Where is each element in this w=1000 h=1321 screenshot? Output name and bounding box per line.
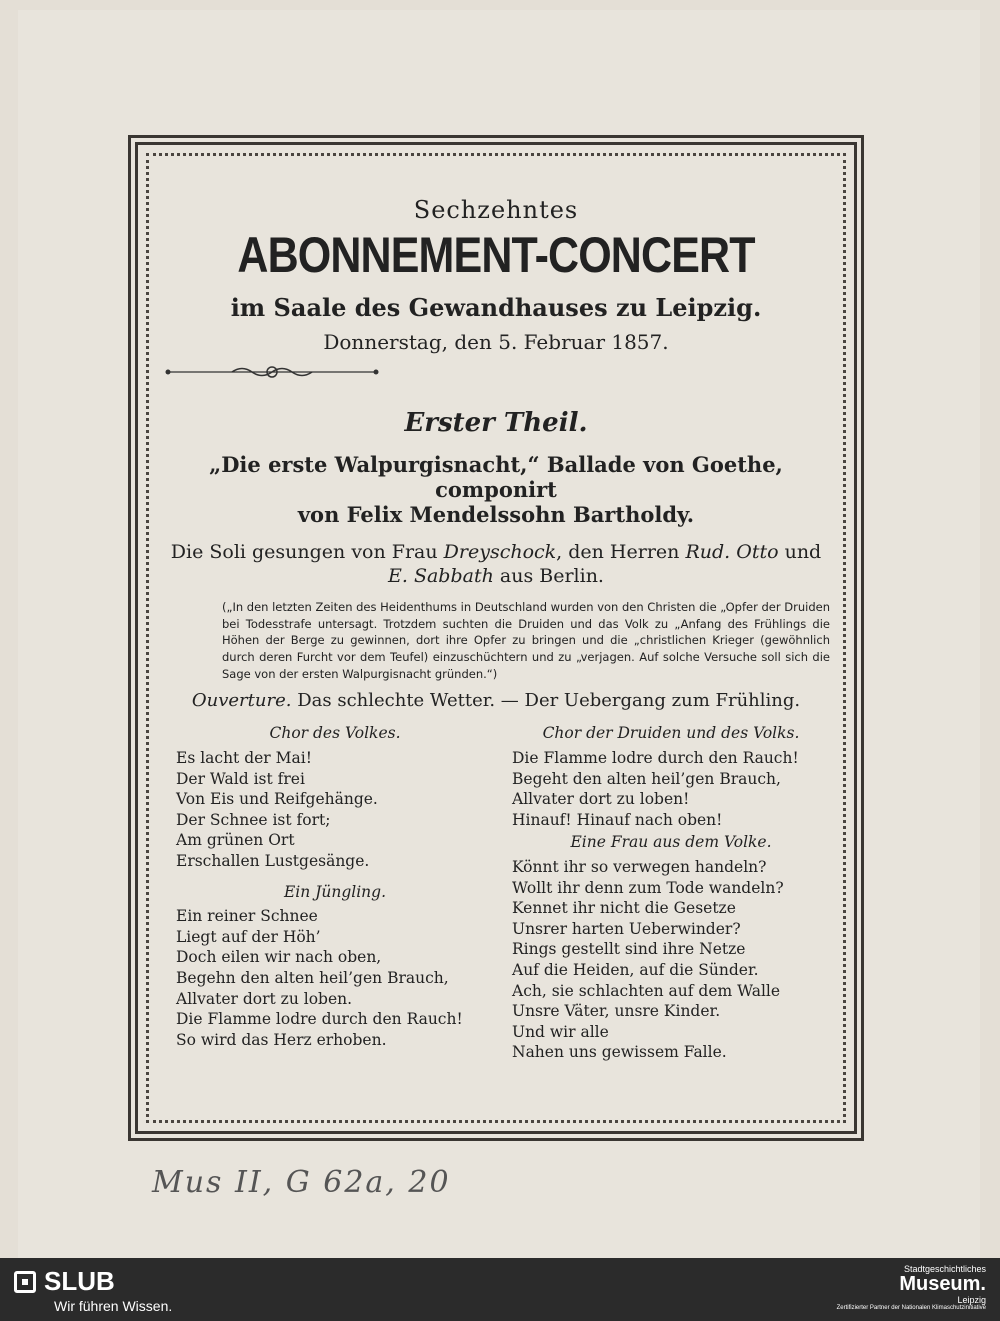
verse-line: Unsrer harten Ueberwinder? — [512, 919, 741, 938]
ouverture — [162, 690, 830, 711]
verse-block — [176, 748, 494, 872]
section-heading: Eine Frau aus dem Volke. — [570, 833, 772, 852]
shelfmark-handwritten: Mus II, G 62a, 20 — [152, 1165, 451, 1200]
verse-line: Begeht den alten heil’gen Brauch, — [512, 769, 781, 788]
part-title: Erster Theil. — [404, 408, 588, 438]
work-title-line2: von Felix Mendelssohn Bartholdy. — [297, 502, 695, 528]
verse-line: Die Flamme lodre durch den Rauch! — [176, 1010, 463, 1029]
verse-line: Nahen uns gewissem Falle. — [512, 1043, 727, 1062]
verse-line: So wird das Herz erhoben. — [176, 1030, 387, 1049]
soloist-3: E. Sabbath — [388, 565, 494, 588]
slub-tagline: Wir führen Wissen. — [54, 1298, 173, 1314]
verse-line: Und wir alle — [512, 1022, 609, 1041]
verse-line: Die Flamme lodre durch den Rauch! — [512, 748, 799, 767]
verse-block — [176, 906, 494, 1050]
verse-line: Könnt ihr so verwegen handeln? — [512, 857, 767, 876]
verse-line: Begehn den alten heil’gen Brauch, — [176, 969, 449, 987]
work-title — [162, 452, 830, 528]
museum-partner-text: Zertifizierter Partner der Nationalen Klimaschutzinitiative — [836, 1305, 986, 1311]
verse-line: Am grünen Ort — [176, 831, 295, 850]
right-column — [494, 721, 830, 1063]
museum-small-text: Stadtgeschichtliches — [903, 1264, 986, 1274]
soloist-2: Rud. Otto — [685, 540, 779, 563]
venue: im Saale des Gewandhauses zu Leipzig. — [230, 293, 762, 322]
soli-mid: , den Herren — [556, 540, 680, 563]
slub-logo[interactable] — [14, 1266, 115, 1297]
concert-number: Sechzehntes — [413, 196, 579, 224]
verse-line: Allvater dort zu loben! — [512, 790, 690, 809]
verse-line: Es lacht der Mai! — [176, 748, 312, 767]
verse-line: Rings gestellt sind ihre Netze — [512, 940, 746, 959]
verse-line: Allvater dort zu loben. — [176, 989, 353, 1008]
museum-city: Leipzig — [957, 1295, 986, 1305]
verse-line: Doch eilen wir nach oben, — [176, 948, 382, 967]
museum-name: Museum. — [899, 1273, 986, 1295]
ornament-divider — [162, 364, 382, 380]
verse-line: Unsre Väter, unsre Kinder. — [512, 1002, 721, 1021]
left-column — [162, 721, 494, 1063]
section-heading: Ein Jüngling. — [283, 882, 387, 901]
slub-logo-text: SLUB — [44, 1266, 115, 1296]
footer-bar — [0, 1258, 1000, 1321]
ouverture-text: Das schlechte Wetter. — Der Uebergang zum Frühling. — [297, 690, 801, 712]
verse-line: Ein reiner Schnee — [176, 907, 318, 926]
section-heading: Chor des Volkes. — [269, 724, 401, 743]
ouverture-label: Ouverture. — [191, 690, 292, 712]
verse-line: Von Eis und Reifgehänge. — [176, 790, 378, 809]
verse-block — [512, 857, 830, 1063]
verse-line: Erschallen Lustgesänge. — [176, 851, 370, 870]
verse-block — [512, 748, 830, 830]
museum-logo[interactable] — [837, 1264, 986, 1311]
verse-line: Wollt ihr denn zum Tode wandeln? — [512, 878, 784, 897]
soloist-1: Dreyschock — [443, 540, 557, 563]
libretto-columns — [162, 721, 830, 1063]
verse-line: Liegt auf der Höh’ — [176, 927, 321, 946]
program-content — [162, 190, 830, 1063]
section-heading: Chor der Druiden und des Volks. — [542, 724, 800, 743]
soloists — [162, 540, 830, 589]
verse-line: Auf die Heiden, auf die Sünder. — [512, 961, 759, 979]
verse-line: Der Wald ist frei — [176, 769, 305, 788]
verse-line: Der Schnee ist fort; — [176, 810, 331, 829]
concert-date: Donnerstag, den 5. Februar 1857. — [323, 330, 669, 354]
soli-prefix: Die Soli gesungen von Frau — [170, 540, 438, 563]
verse-line: Kennet ihr nicht die Gesetze — [512, 899, 736, 918]
concert-title: ABONNEMENT-CONCERT — [237, 227, 755, 283]
verse-line: Hinauf! Hinauf nach oben! — [512, 810, 723, 829]
soli-and: und — [784, 540, 822, 563]
verse-line: Ach, sie schlachten auf dem Walle — [512, 981, 781, 1000]
historical-note: („In den letzten Zeiten des Heidenthums in Deutschland wurden von den Christen die „Opfer der Druiden bei Todesstrafe untersagt. Trotzdem suchten die Druiden und das Volk zu „Anfang des Frühlings die Höhen der Berge zu gewinnen, dort ihre Opfer zu bringen und die „christlichen Krieger (gewöhnlich durch deren Furcht vor dem Teufel) einzuschüchtern und zu „verjagen. Auf solche Versuche soll sich die Sage von der ersten Walpurgisnacht gründen.“) — [222, 599, 830, 681]
soli-suffix: aus Berlin. — [499, 565, 604, 588]
slub-logo-icon — [14, 1271, 36, 1293]
work-title-line1: „Die erste Walpurgisnacht,“ Ballade von Goethe, componirt — [209, 452, 783, 503]
